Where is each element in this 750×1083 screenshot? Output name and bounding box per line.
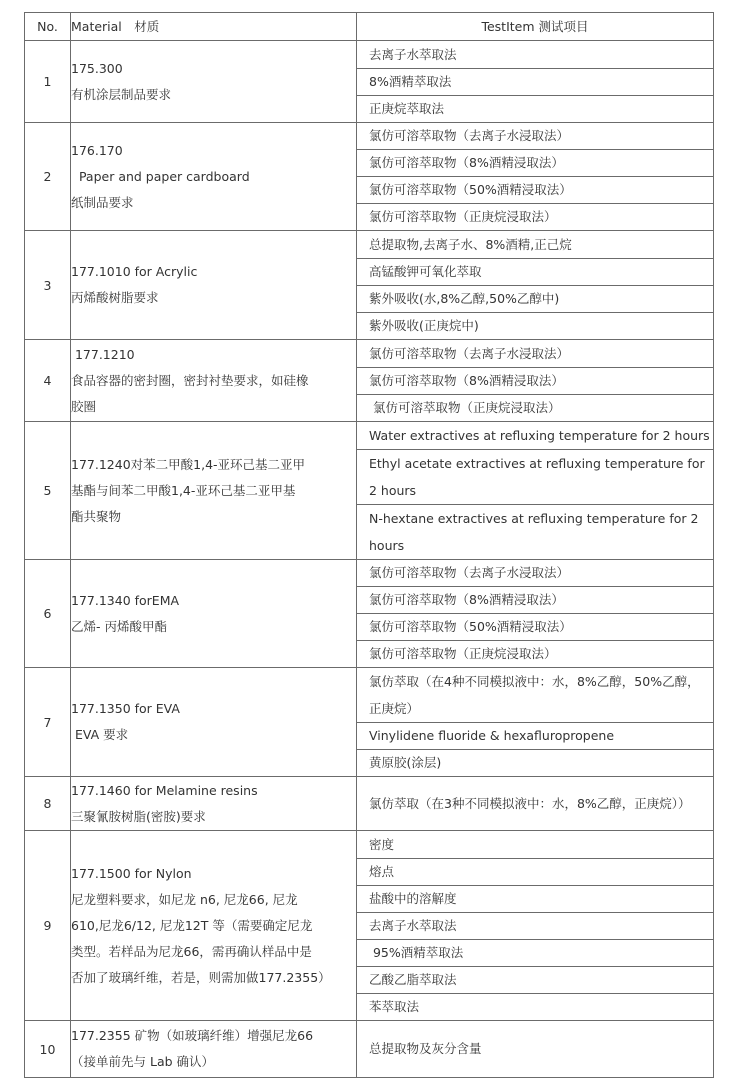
test-items-cell: [357, 123, 714, 231]
material-line: 177.1500 for Nylon: [71, 865, 192, 881]
table-row: [25, 777, 714, 831]
row-number: 5: [25, 422, 71, 560]
material-line: 有机涂层制品要求: [71, 86, 172, 102]
test-item: 密度: [357, 832, 713, 859]
material-cell: [71, 123, 357, 231]
test-item: N-hextane extractives at refluxing temperature for 2 hours: [369, 511, 703, 553]
material-line: 177.1010 for Acrylic: [71, 264, 198, 279]
test-item: 苯萃取法: [369, 998, 420, 1014]
test-item: Ethyl acetate extractives at refluxing temperature for 2 hours: [357, 450, 713, 505]
row-number: 6: [25, 560, 71, 668]
test-item: Water extractives at refluxing temperature for 2 hours: [357, 422, 713, 450]
material-line: 酯共聚物: [71, 508, 122, 524]
material-line: 177.1210: [71, 346, 135, 362]
test-items-cell: [357, 668, 714, 777]
test-item: 氯仿可溶萃取物（去离子水浸取法）: [357, 560, 713, 587]
test-item: 95%酒精萃取法: [357, 940, 713, 967]
test-item: 氯仿可溶萃取物（8%酒精浸取法）: [357, 368, 713, 395]
material-cell: [71, 777, 357, 831]
header-test-item: TestItem 测试项目: [357, 13, 714, 41]
row-number: 10: [25, 1021, 71, 1078]
material-line: 177.1350 for EVA: [71, 701, 180, 716]
test-items-cell: [357, 231, 714, 340]
material-line: 食品容器的密封圈，密封衬垫要求，如硅橡: [71, 372, 309, 388]
test-item: 氯仿萃取（在3种不同模拟液中：水，8%乙醇，正庚烷））: [369, 795, 691, 811]
test-item: 氯仿可溶萃取物（8%酒精浸取法）: [357, 587, 713, 614]
test-item: 氯仿可溶萃取物（正庚烷浸取法）: [369, 646, 557, 661]
material-line: 177.2355 矿物（如玻璃纤维）增强尼龙66: [71, 1028, 314, 1043]
material-line: 177.1340 forEMA: [71, 592, 180, 608]
material-line: （接单前先与 Lab 确认）: [71, 1054, 215, 1069]
material-line: 纸制品要求: [71, 194, 134, 210]
material-cell: [71, 41, 357, 123]
table-row: [25, 340, 714, 422]
material-cell: [71, 340, 357, 422]
test-item: 熔点: [357, 859, 713, 886]
test-item: 氯仿萃取（在4种不同模拟液中：水，8%乙醇，50%乙醇，正庚烷）: [357, 668, 713, 723]
table-row: [25, 560, 714, 668]
row-number: 4: [25, 340, 71, 422]
test-items-cell: [357, 422, 714, 560]
table-header-row: [25, 13, 714, 41]
test-items-cell: [357, 41, 714, 123]
row-number: 8: [25, 777, 71, 831]
test-item: 黄原胶(涂层): [369, 755, 442, 770]
material-line: Paper and paper cardboard: [71, 168, 250, 184]
material-line: 176.170: [71, 142, 123, 158]
table-row: [25, 41, 714, 123]
test-item: 高锰酸钾可氧化萃取: [357, 259, 713, 286]
test-item: 氯仿可溶萃取物（50%酒精浸取法）: [357, 177, 713, 204]
material-cell: [71, 560, 357, 668]
test-item: 8%酒精萃取法: [357, 69, 713, 96]
test-items-cell: [357, 831, 714, 1021]
row-number: 3: [25, 231, 71, 340]
test-item: 总提取物,去离子水、8%酒精,正己烷: [357, 232, 713, 259]
table-row: [25, 668, 714, 777]
table-row: [25, 831, 714, 1021]
test-item: 氯仿可溶萃取物（50%酒精浸取法）: [357, 614, 713, 641]
test-item: 氯仿可溶萃取物（正庚烷浸取法）: [369, 399, 561, 415]
table-row: [25, 1021, 714, 1078]
test-items-cell: [357, 1021, 714, 1078]
table-row: [25, 123, 714, 231]
table-row: [25, 231, 714, 340]
material-cell: [71, 668, 357, 777]
material-line: 类型。若样品为尼龙66，需再确认样品中是: [71, 943, 312, 959]
test-items-cell: [357, 560, 714, 668]
test-items-cell: [357, 340, 714, 422]
row-number: 2: [25, 123, 71, 231]
material-line: 177.1460 for Melamine resins: [71, 782, 258, 798]
test-item: 去离子水萃取法: [357, 913, 713, 940]
test-item: 氯仿可溶萃取物（去离子水浸取法）: [357, 341, 713, 368]
test-item: 紫外吸收(水,8%乙醇,50%乙醇中): [357, 286, 713, 313]
test-items-cell: [357, 777, 714, 831]
material-line: 610,尼龙6/12, 尼龙12T 等（需要确定尼龙: [71, 917, 313, 933]
row-number: 9: [25, 831, 71, 1021]
test-item: 氯仿可溶萃取物（正庚烷浸取法）: [369, 209, 557, 224]
material-line: 基酯与间苯二甲酸1,4-亚环己基二亚甲基: [71, 482, 296, 498]
material-line: 175.300: [71, 60, 123, 76]
material-line: 胶圈: [71, 398, 97, 414]
material-line: EVA 要求: [71, 727, 129, 742]
material-line: 三聚氰胺树脂(密胺)要求: [71, 808, 206, 824]
test-item: 去离子水萃取法: [357, 42, 713, 69]
material-cell: [71, 1021, 357, 1078]
material-cell: [71, 231, 357, 340]
test-item: 乙酸乙脂萃取法: [357, 967, 713, 994]
material-line: 177.1240对苯二甲酸1,4-亚环己基二亚甲: [71, 456, 306, 472]
material-cell: [71, 831, 357, 1021]
row-number: 7: [25, 668, 71, 777]
row-number: 1: [25, 41, 71, 123]
material-line: 否加了玻璃纤维，若是，则需加做177.2355）: [71, 969, 331, 985]
test-item: 总提取物及灰分含量: [369, 1041, 482, 1056]
test-item: 紫外吸收(正庚烷中): [369, 317, 479, 333]
test-item: 氯仿可溶萃取物（8%酒精浸取法）: [357, 150, 713, 177]
test-item: 盐酸中的溶解度: [357, 886, 713, 913]
table-row: [25, 422, 714, 560]
fda-test-table: [24, 12, 714, 1078]
header-no: No.: [25, 13, 71, 41]
test-item: 正庚烷萃取法: [369, 100, 445, 116]
test-item: 氯仿可溶萃取物（去离子水浸取法）: [357, 123, 713, 150]
material-cell: [71, 422, 357, 560]
material-line: 丙烯酸树脂要求: [71, 290, 159, 305]
header-material: Material 材质: [71, 13, 357, 41]
test-item: Vinylidene fluoride & hexafluropropene: [357, 723, 713, 750]
material-line: 尼龙塑料要求，如尼龙 n6, 尼龙66, 尼龙: [71, 891, 298, 907]
material-line: 乙烯- 丙烯酸甲酯: [71, 618, 167, 634]
